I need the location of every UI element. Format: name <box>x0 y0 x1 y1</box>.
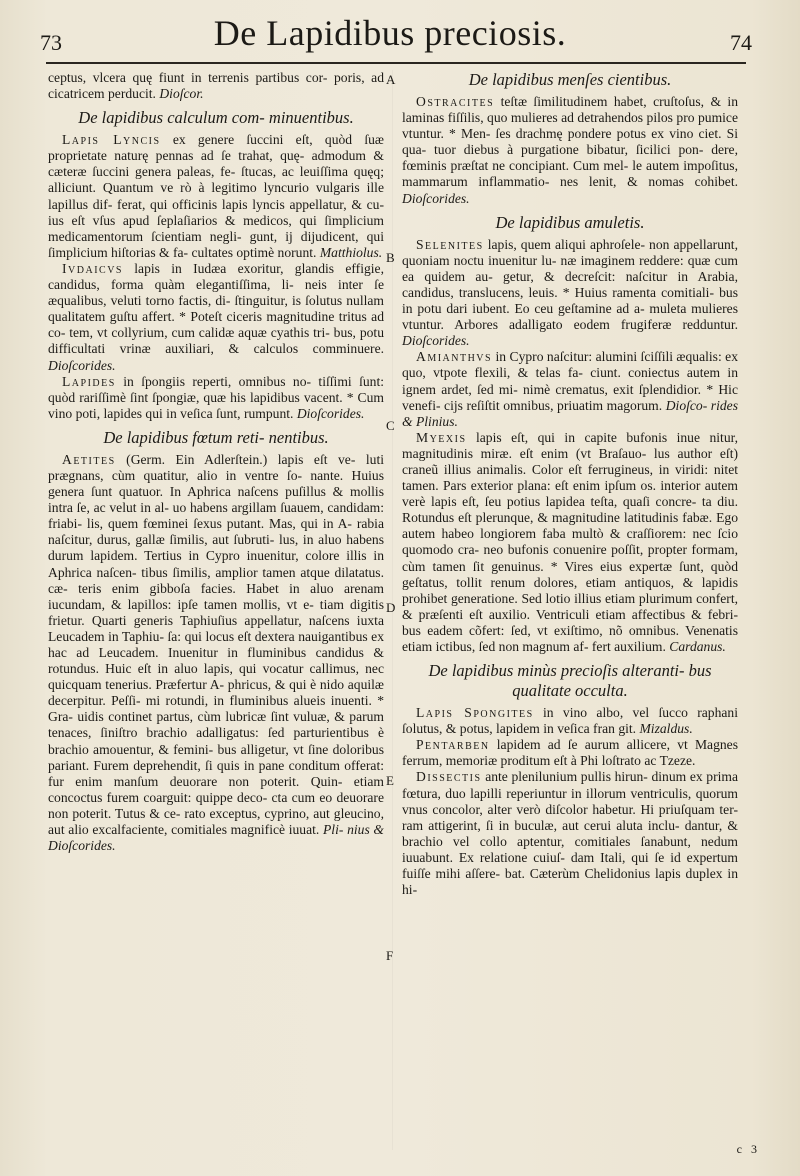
entry-paragraph <box>402 705 738 737</box>
entry-lead: Lapis Spongites <box>416 705 534 721</box>
entry-paragraph <box>402 737 738 769</box>
source-citation: Dioſcor. <box>159 86 204 102</box>
entry-lead: Ivdaicvs <box>62 260 123 276</box>
page-number-left: 73 <box>40 30 62 55</box>
margin-letter-c: C <box>386 418 395 433</box>
section-heading: De lapidibus amuletis. <box>495 212 645 232</box>
entry-text: in vino albo, vel ſucco raphani ſolutus, & potus, lapidem in veſica fran git. <box>402 705 738 737</box>
source-citation: Matthiolus. <box>319 244 383 260</box>
entry-lead: Lapides <box>62 373 116 389</box>
source-citation: Dioſcorides. <box>402 190 470 206</box>
section-heading: De lapidibus fœtum reti- nentibus. <box>103 427 329 447</box>
entry-paragraph <box>48 452 384 854</box>
section-heading: De lapidibus menſes cientibus. <box>468 70 672 89</box>
entry-paragraph <box>402 237 738 350</box>
entry-paragraph <box>402 430 738 655</box>
entry-paragraph <box>48 261 384 374</box>
entry-text: lapidem ad ſe aurum allicere, vt Magnes ferrum, memoriæ proditum eſt à Phi loſtrato ac Tzeze. <box>402 737 738 769</box>
entry-text: lapis in Iudæa exoritur, glandis effigie, candidus, forma quàm elegantiſſima, li- neis inter ſe æqualibus, veluti torno factis, di- ſtinguitur, is ſolutus nullam qualitatem guſtu affert. * Poteſt ciceris magnitudine tritus ad co- tem, vt collyrium, cum calidæ aquæ cyathis tri- bus, potu difficultati vrinæ auxiliari, & calculos comminuere. <box>48 260 384 357</box>
entry-paragraph <box>402 769 738 898</box>
entry-lead: Amianthvs <box>416 349 493 365</box>
entry-text: ante plenilunium pullis hirun- dinum ex prima fœtura, duo lapilli reperiuntur in illorum ventriculis, quorum vnus concolor, alter verò diſcolor habetur. Hi priuſquam ter- ram attigerint, ſi in buculæ, aut cerui aluta inclu- dantur, & brachio vel collo aptentur, comitiales ſanabunt, nedum iuuabunt. Ex relatione cuiuſ- dam Itali, qui ſe id expertum fuiſſe mihi aſſere- bat. Cæterùm Chelidonius lapis duplex in hi- <box>402 769 738 898</box>
signature-mark: c 3 <box>736 1142 760 1156</box>
right-column <box>402 70 738 898</box>
margin-letter-f: F <box>386 948 394 963</box>
entry-lead: Lapis Lyncis <box>62 132 161 148</box>
margin-letter-a: A <box>386 72 396 87</box>
source-citation: Dioſcorides. <box>48 357 116 373</box>
entry-text: in ſpongiis reperti, omnibus no- tiſſimi ſunt: quòd rariſſimè ſint ſpongiæ, quæ his lapidibus vacent. * Cum vino poti, lapides qui in veſica ſunt, rumpunt. <box>48 373 384 421</box>
source-citation: Dioſcorides. <box>402 333 470 349</box>
column-gutter <box>392 70 393 1150</box>
section-heading: De lapidibus calculum com- minuentibus. <box>78 108 354 128</box>
entry-lead: Aetites <box>62 451 116 467</box>
entry-text: teſtæ ſimilitudinem habet, cruſtoſus, & in laminas fiſſilis, quo mulieres ad detrahendos pilos pro pumice vtuntur. * Men- ſes drachmę pondere potus ex vino ciet. Si qua- tuor diebus à purgatione bibatur, ſicilici pon- dere, fœminis præſtat ne concipiant. Cum mel- le autem impoſitus, mammarum inflammatio- nes lenit, & nomas cohibet. <box>402 94 738 190</box>
source-citation: Dioſcorides. <box>296 405 365 421</box>
margin-letter-d: D <box>386 600 396 615</box>
entry-lead: Selenites <box>416 236 484 252</box>
entry-paragraph <box>48 132 384 261</box>
page-header <box>40 12 752 62</box>
entry-text: lapis eſt, qui in capite bufonis inue nitur, magnitudinis miræ. eſt enim (vt Braſauo- lus author eſt) craneũ illius animalis. Color eſt ferrugineus, in viridi: nitet tamen. Pars exterior plana: eſt enim ipſum os. interior autem verè lapis eſt, ſeu potius lapidea teſta, quaſi concre- ta diu. Rotundus eſt plerunque, & magnitudine latitudinis fabæ. Ego autem habeo longiorem faba multò & craſſiorem: nec ſcio quomodo cra- neo bufonis conuenire poſſit, propter formam, cùm tamen ſit genuinus. * Vires eius expertæ ſunt, quòd geſtatus, tollit renum dolores, etiam antiquos, & lapidis prohibet generatione. Sed lotio illius etiam plurimum confert, & præſenti eſt auxilio. Ventriculi etiam affectibus & febri- bus eadem cõfert: ſed, vt exiſtimo, nõ omnibus. Venenatis etiam ictibus, ſed non magnum af- fert auxilium. <box>402 429 738 654</box>
entry-paragraph <box>402 349 738 429</box>
entry-paragraph <box>48 374 384 422</box>
running-title: De Lapidibus preciosis. <box>213 13 567 53</box>
entry-lead: Ostracites <box>416 94 495 109</box>
page-number-right: 74 <box>730 30 752 55</box>
intro-paragraph <box>48 70 384 102</box>
entry-lead: Dissectis <box>416 769 482 785</box>
entry-paragraph <box>402 94 738 207</box>
left-column <box>48 70 384 854</box>
intro-text: ceptus, vlcera quę fiunt in terrenis partibus cor- poris, ad cicatricem perducit. <box>48 70 384 102</box>
source-citation: Cardanus. <box>669 639 726 654</box>
source-citation: Dioſco- rides & Plinius. <box>402 397 738 429</box>
source-citation: Mizaldus. <box>639 721 693 737</box>
margin-letter-b: B <box>386 250 395 265</box>
source-citation: Pli- nius & Dioſcorides. <box>48 822 384 854</box>
section-heading: De lapidibus minùs precioſis alteranti- bus qualitate occulta. <box>428 661 712 701</box>
entry-text: lapis, quem aliqui aphroſele- non appellarunt, quoniam noctu inuenitur lu- næ imaginem reddere: quæ cum ea quidem au- getur, & decreſcit: naſcitur in Arabia, candidus, translucens, leuis. * Huius ramenta comitiali- bus in potu dari iubent. Eo ceu geſtamine ad a- muleta mulieres vtuntur. Arbores adalligato eodem frugiferæ redduntur. <box>402 236 738 333</box>
entry-text: in Cypro naſcitur: alumini ſciſſili æqualis: ex quo, vtpote flexili, & telas fa- ciunt. coniectus autem in ignem ardet, ſed mi- nimè crematus, exit ſplendidior. * Hic venefi- cijs reſiſtit omnibus, priuatim magorum. <box>402 349 738 413</box>
entry-text: (Germ. Ein Adlerſtein.) lapis eſt ve- luti prægnans, cùm quatitur, alio in ventre ſo- nante. Huius genera ſunt quatuor. In Aphrica naſcens puſillus & mollis intra ſe, ac velut in al- uo habens argillam ſuauem, candidam: friabi- lis, quem fœminei ſexus putant. Mas, qui in A- rabia naſcitur, durus, gallæ ſimilis, aut ſubruti- lus, in aluo habens durum lapidem. Tertius in Cypro inuenitur, colore illis in Aphrica naſcen- tibus ſimilis, amplior tamen atque dilatatus. cæ- teris enim gibboſa facies. Habet in aluo arenam iucundam, & lapillos: ipſe tamen mollis, vt e- tiam digitis frietur. Quarti generis Taphiuſius appellatur, naſcens iuxta Leucadem in Taphiu- ſa: qui locus eſt dextera nauigantibus ex hac ad Leucadem. Inuenitur in fluminibus candidus & rotundus. Huic eſt in aluo lapis, qui vocatur callimus, nec quicquam tenerius. Præfertur A- phricus, & qui è nido aquilæ decerpitur. Peſſi- mi rotundi, in fluminibus alueis inuenti. * Gra- uidis continet partus, cùm lubricæ ſint vuluæ, & parum tenaces, ſiniſtro brachio adalligatus: ſed parturientibus è brachio amouentur, & femini- bus alligetur, vt ſine doloribus pariant. Furem deprehendit, ſi quis in pane conditum offerat: fur enim manſum deuorare non poterit. Quin- etiam concoctus furem coarguit: quippe deco- cta cum eo deuorare non poterit. Tutus & ce- rato exceptus, cyprino, aut gleucino, aut alio excalfaciente, comitiales magnificè iuuat. <box>48 451 384 838</box>
entry-lead: Pentarben <box>416 737 490 753</box>
header-rule <box>46 62 746 64</box>
entry-lead: Myexis <box>416 429 467 445</box>
margin-letter-e: E <box>386 773 394 788</box>
entry-text: ex genere ſuccini eſt, quòd ſuæ proprietate naturę pennas ad ſe trahat, quę- admodum & cæteræ ſuccini genera paleas, fe- ſtucas, ac leuiſſima quęq; alliciunt. Quantum ve rò à legitimo lyncurio vulgaris ille lapillus dif- ferat, qui officinis lapis lyncis appellatur, & cu- ius eſt vſus apud ſeplaſiarios & medicos, qui ſimplicium medicamentorum ſcientiam negli- gunt, ij dijudicent, qui ſimplicium hiſtorias & fa- cultates optimè norunt. <box>48 132 384 260</box>
